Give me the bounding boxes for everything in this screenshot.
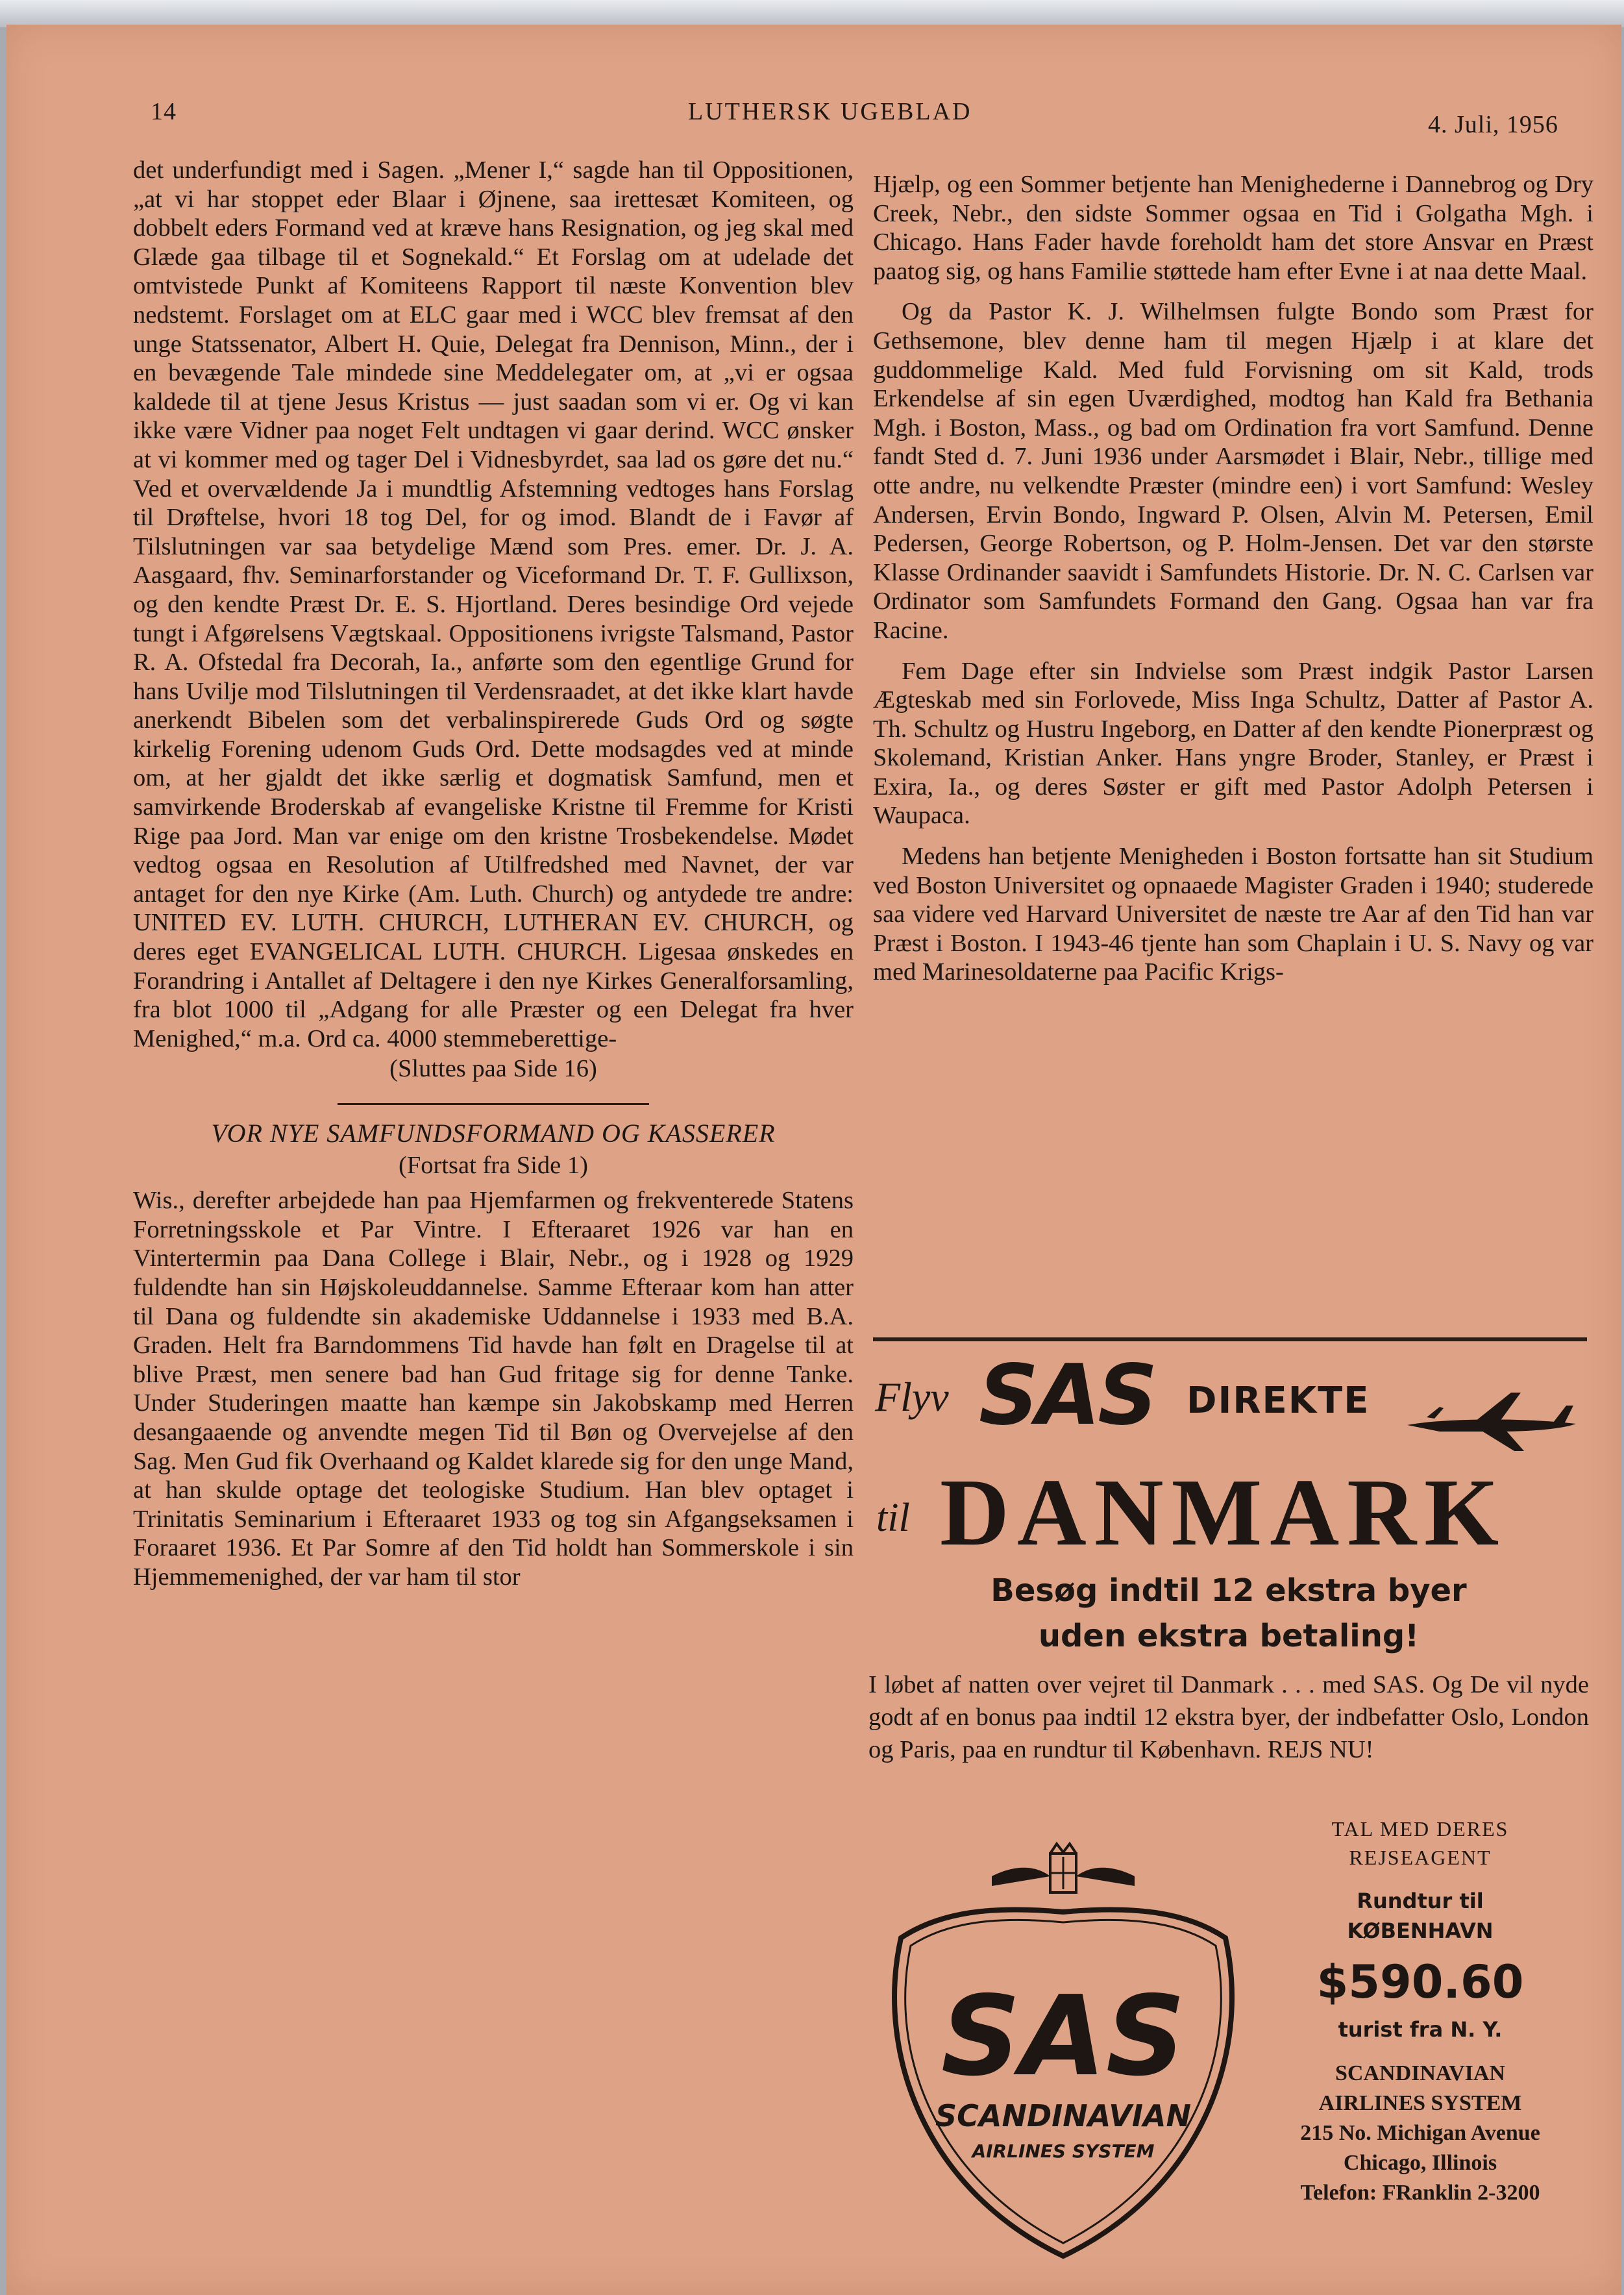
address-line-1: 215 No. Michigan Avenue [1300,2121,1540,2145]
ad-tagline [868,1568,1589,1659]
crest-line-1: SCANDINAVIAN [935,2098,1192,2133]
crest-line-2: AIRLINES SYSTEM [972,2140,1155,2162]
company-line-2: AIRLINES SYSTEM [1318,2091,1522,2115]
continued-note: (Sluttes paa Side 16) [389,1055,597,1083]
article-subtitle: (Fortsat fra Side 1) [399,1151,588,1179]
scan-top-strip [0,0,1624,27]
article-divider [338,1103,649,1105]
left-paragraph-2: Wis., derefter arbejdede han paa Hjemfarmen og frekventerede Statens Forretningsskole et Par Vintre. I Efteraaret 1926 var han en Vintertermin paa Dana College i Blair, Nebr., og i 1928 og 1929 fuldendte han sin Højskoleuddannelse. Samme Efteraar kom han atter til Dana og fuldendte sin akademiske Uddannelse i 1933 med B.A. Graden. Helt fra Barndommens Tid havde han følt en Dragelse til at blive Præst, men senere bad han Gud fritage sig for denne Tanke. Under Studeringen maatte han kæmpe sin Jakobskamp med Herren desangaaende og anvendte megen Tid til Bøn og Overvejelse af den Sag. Men Gud fik Overhaand og Kaldet klarede sig for den unge Mand, at han skulde optage det teologiske Studium. Han blev optaget i Trinitatis Seminarium i Efteraaret 1933 og tog sin Afgangseksamen i Foraaret 1936. Et Par Somre af den Tid holdt han Sommerskole i sin Hjemmemenighed, der var ham til stor [133,1187,854,1591]
right-paragraph-3: Fem Dage efter sin Indvielse som Præst indgik Pastor Larsen Ægteskab med sin Forlovede, Miss Inga Schultz, Datter af Pastor A. Th. Schultz og Hustru Ingeborg, en Datter af den kendte Pionerpræst og Skolemand, Kristian Anker. Hans yngre Broder, Stanley, er Præst i Exira, Ia., og deres Søster er gift med Pastor Adolph Petersen i Waupaca. [873,657,1593,830]
roundtrip-line-1: Rundtur til [1357,1889,1484,1913]
agent-line-1: TAL MED DERES [1331,1817,1509,1841]
ad-body: I løbet af natten over vejret til Danmark . . . med SAS. Og De vil nyde godt af en bonus paa indtil 12 ekstra byer, der indbefatter Oslo, London og Paris, paa en rundtur til København. REJS NU! [868,1671,1589,1763]
sas-logo-text: SAS [979,1347,1155,1444]
fare-class: turist fra N. Y. [1338,2017,1503,2042]
crest-sas-text: SAS [941,1972,1186,2101]
ad-direkte: DIREKTE [1187,1380,1370,1422]
page-number: 14 [151,98,177,125]
issue-date: 4. Juli, 1956 [1428,111,1558,138]
ad-contact-block [1251,1815,1589,2208]
left-column [133,156,854,1592]
publication-title: LUTHERSK UGEBLAD [688,98,972,125]
agent-line-2: REJSEAGENT [1349,1846,1492,1869]
company-line-1: SCANDINAVIAN [1335,2061,1505,2085]
right-paragraph-2: Og da Pastor K. J. Wilhelmsen fulgte Bondo som Præst for Gethsemone, blev denne ham til megen Hjælp i at klare det guddommelige Kald. Med fuld Forvisning om sit Kald, trods Erkendelse af sin egen Uværdighed, modtog han Kald fra Bethania Mgh. i Boston, Mass., og bad om Ordination fra vort Samfund. Denne fandt Sted d. 7. Juni 1936 under Aarsmødet i Blair, Nebr., tillige med otte andre, nu velkendte Præster (mindre een) i vort Samfund: Wesley Andersen, Ervin Bondo, Ingward P. Olsen, Alvin M. Petersen, Emil Pedersen, George Robertson, og P. Holm-Jensen. Det var den største Klasse Ordinander saavidt i Samfundets Historie. Dr. N. C. Carlsen var Ordinator som Samfundets Formand den Gang. Ogsaa han var fra Racine. [873,298,1593,644]
ad-tagline-2: uden ekstra betaling! [1038,1618,1420,1654]
sas-advertisement [868,1347,1589,2256]
left-paragraph-1: det underfundigt med i Sagen. „Mener I,“ sagde han til Oppositionen, „at vi har stoppet eder Blaar i Øjnene, saa irettesæt Komiteen, og dobbelt eders Formand ved at kræve hans Resignation, og jeg skal med Glæde gaa tilbage til et Sognekald.“ Et Forslag om at udelade det omtvistede Punkt af Komiteens Rapport til næste Konvention blev nedstemt. Forslaget om at ELC gaar med i WCC blev fremsat af den unge Statssenator, Albert H. Quie, Delegat fra Dennison, Minn., der i en bevægende Tale mindede sine Meddelegater om, at „vi er ogsaa kaldede til at tjene Jesus Kristus — just saadan som vi er. Og vi kan ikke være Vidner paa noget Felt undtagen vi gaar derind. WCC ønsker at vi kommer med og tager Del i Vidnesbyrdet, saa lad os gøre det nu.“ Ved et overvældende Ja i mundtlig Afstemning vedtoges hans Forslag til Drøftelse, hvori 18 tog Del, for og imod. Blandt de i Favør af Tilslutningen var saa betydelige Mænd som Pres. emer. Dr. J. A. Aasgaard, fhv. Seminarforstander og Viceformand Dr. T. F. Gullixson, og den kendte Præst Dr. E. S. Hjortland. Deres besindige Ord vejede tungt i Afgørelsens Vægtskaal. Oppositionens ivrigste Talsmand, Pastor R. A. Ofstedal fra Decorah, Ia., anførte som den egentlige Grund for hans Uvilje mod Tilslutningen til Verdensraadet, at det ikke klart havde anerkendt Bibelen som det verbalinspirerede Guds Ord og søgte kirkelig Forening udenom Guds Ord. Dette modsagdes ved at minde om, at her gjaldt det ikke særlig et dogmatisk Samfund, men et samvirkende Broderskab af evangeliske Kristne til Fremme for Kristi Rige paa Jord. Man var enige om den kristne Trosbekendelse. Mødet vedtog ogsaa en Resolution af Utilfredshed med Navnet, der var antaget for den nye Kirke (Am. Luth. Church) og antydede tre andre: UNITED EV. LUTH. CHURCH, LUTHERAN EV. CHURCH, og deres eget EVANGELICAL LUTH. CHURCH. Ligesaa ønskedes en Forandring i Antallet af Deltagere i den nye Kirkes Generalforsamling, fra blot 1000 til „Adgang for alle Præster og een Delegat fra hver Menighed,“ m.a. Ord ca. 4000 stemmeberettige- [133,156,854,1052]
roundtrip-line-2: KØBENHAVN [1347,1918,1494,1943]
winged-crown-icon [992,1844,1135,1892]
right-column [873,170,1593,987]
article-title: VOR NYE SAMFUNDSFORMAND OG KASSERER [211,1119,776,1148]
fare-price: $590.60 [1316,1955,1524,2009]
ad-tagline-1: Besøg indtil 12 ekstra byer [990,1572,1467,1609]
sas-crest [862,1841,1264,2263]
right-paragraph-1: Hjælp, og een Sommer betjente han Menighederne i Dannebrog og Dry Creek, Nebr., den sidste Sommer ogsaa en Tid i Golgatha Mgh. i Chicago. Hans Fader havde foreholdt ham det store Ansvar en Præst paatog sig, og hans Familie støttede ham efter Evne i at naa dette Maal. [873,171,1593,285]
ad-destination: DANMARK [940,1459,1507,1566]
advertisement-top-rule [873,1337,1587,1341]
ad-flyv: Flyv [875,1374,949,1420]
right-paragraph-4: Medens han betjente Menigheden i Boston fortsatte han sit Studium ved Boston Universitet og opnaaede Magister Graden i 1940; studerede saa videre ved Harvard Universitet de næste tre Aar af den Tid han var Præst i Boston. I 1943-46 tjente han som Chaplain i U. S. Navy og var med Marinesoldaterne paa Pacific Krigs- [873,843,1593,986]
phone-line: Telefon: FRanklin 2-3200 [1300,2181,1540,2205]
ad-til: til [876,1496,910,1540]
airplane-icon [1401,1386,1582,1458]
address-line-2: Chicago, Illinois [1343,2151,1497,2175]
